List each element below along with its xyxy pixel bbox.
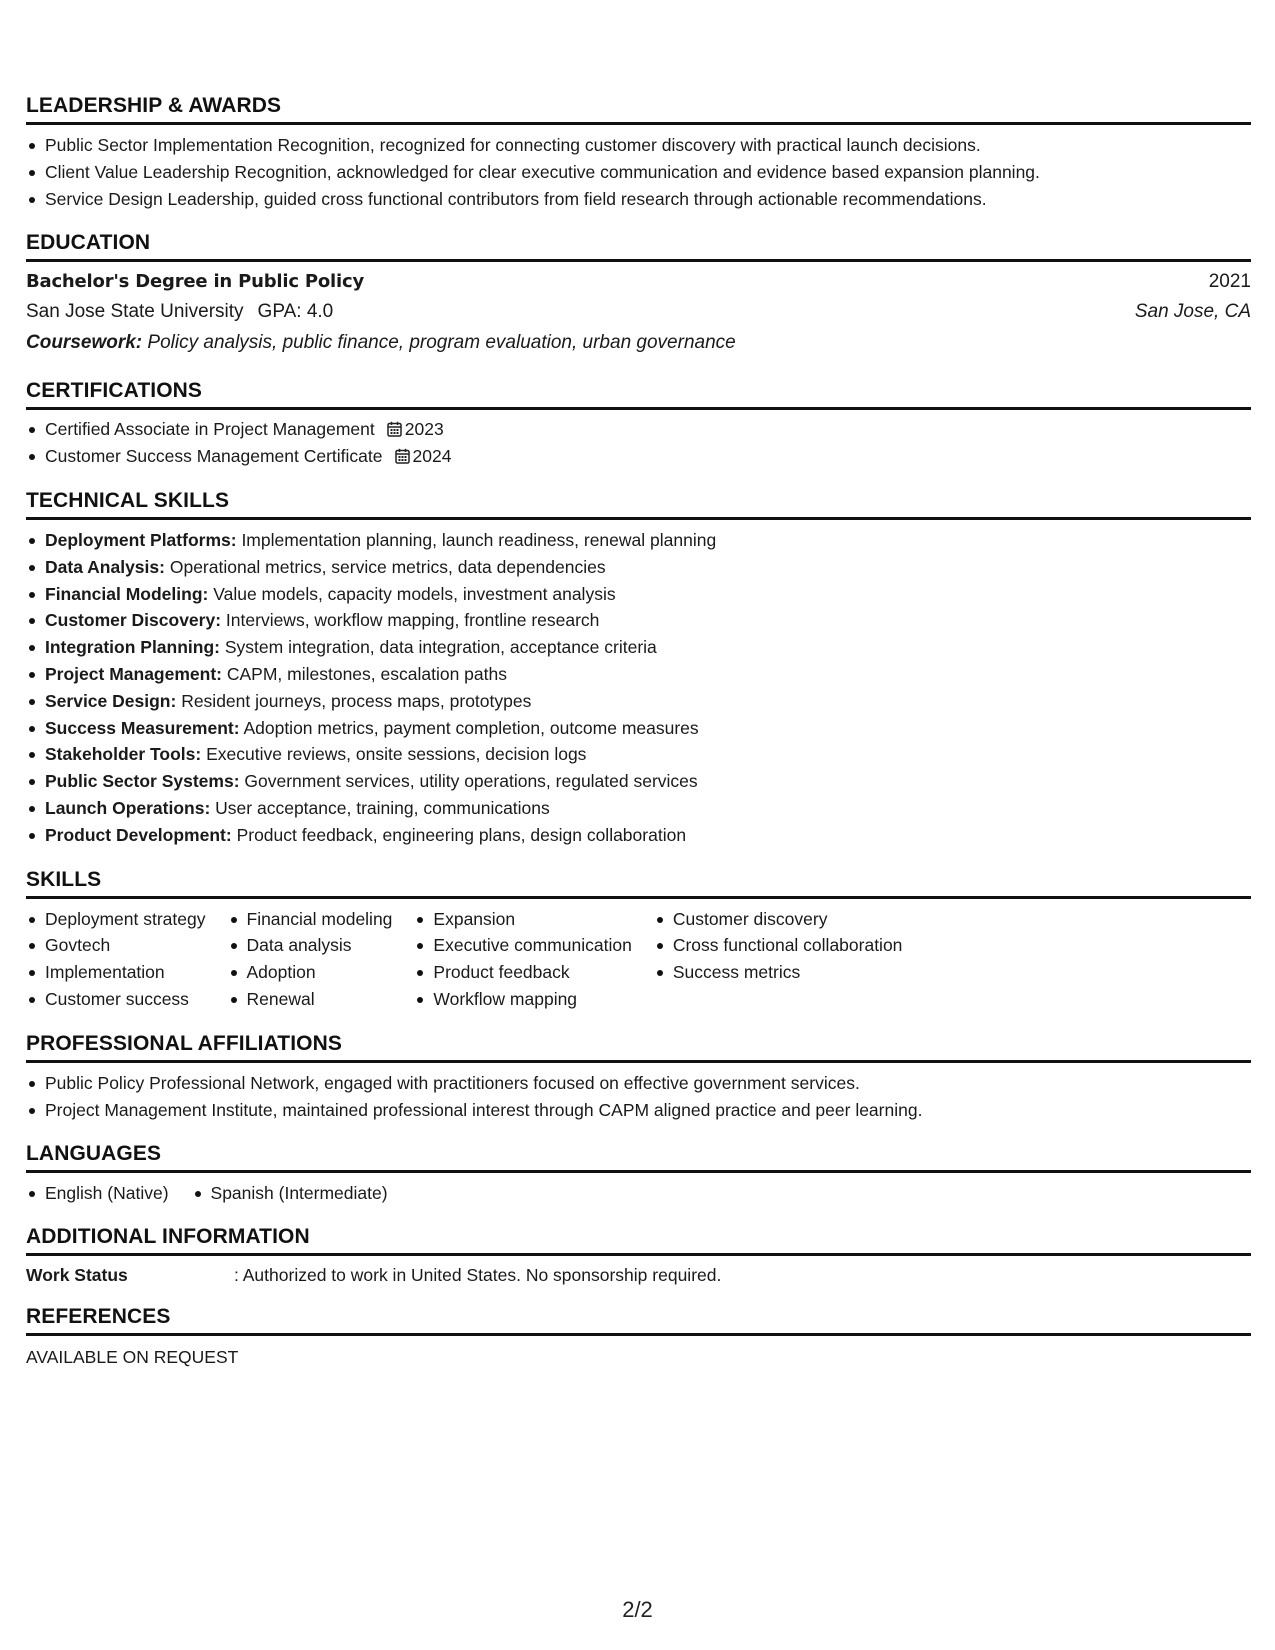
list-item — [26, 607, 1251, 634]
section-title-certifications: CERTIFICATIONS — [26, 379, 1251, 410]
technical-skills-list — [26, 527, 1251, 849]
skill-category: Launch Operations: — [45, 797, 211, 818]
list-item — [26, 527, 1251, 554]
skill-category: Integration Planning: — [45, 637, 220, 658]
skill-category: Service Design: — [45, 690, 177, 711]
list-item: Client Value Leadership Recognition, acknowledged for clear executive communication and evidence based expansion planning. — [26, 159, 1251, 186]
section-title-leadership: LEADERSHIP & AWARDS — [26, 94, 1251, 125]
skill-category: Customer Discovery: — [45, 610, 222, 631]
coursework — [26, 327, 1251, 358]
list-item — [26, 795, 1251, 822]
skill-value: Government services, utility operations, regulated services — [244, 771, 698, 792]
skill-category: Public Sector Systems: — [45, 771, 240, 792]
skill-category: Deployment Platforms: — [45, 529, 237, 550]
education-section — [26, 231, 1251, 358]
skills-column — [654, 906, 903, 1013]
list-item: Implementation — [26, 959, 206, 986]
list-item — [26, 443, 1251, 470]
skill-category: Product Development: — [45, 824, 232, 845]
skills-columns — [26, 906, 1251, 1013]
section-title-languages: LANGUAGES — [26, 1142, 1251, 1173]
education-entry — [26, 267, 1251, 358]
list-item: Customer success — [26, 986, 206, 1013]
skill-value: System integration, data integration, acceptance criteria — [224, 637, 657, 658]
graduation-year: 2021 — [1208, 271, 1251, 293]
list-item: Project Management Institute, maintained professional interest through CAPM aligned practice and peer learning. — [26, 1097, 1251, 1124]
certifications-list — [26, 416, 1251, 470]
affiliations-list — [26, 1070, 1251, 1124]
list-item — [26, 634, 1251, 661]
skill-value: CAPM, milestones, escalation paths — [226, 663, 507, 684]
list-item: Spanish (Intermediate) — [192, 1180, 388, 1207]
skill-value: Value models, capacity models, investment analysis — [213, 583, 616, 604]
list-item — [26, 688, 1251, 715]
coursework-label: Coursework: — [26, 332, 143, 354]
skills-column — [414, 906, 631, 1013]
skill-value: Interviews, workflow mapping, frontline research — [225, 610, 600, 631]
list-item: Service Design Leadership, guided cross functional contributors from field research through actionable recommendations. — [26, 186, 1251, 213]
list-item: Deployment strategy — [26, 906, 206, 933]
technical-skills-section — [26, 489, 1251, 849]
leadership-section — [26, 94, 1251, 212]
list-item: Success metrics — [654, 959, 903, 986]
list-item: Product feedback — [414, 959, 631, 986]
calendar-icon — [387, 418, 402, 434]
skill-value: User acceptance, training, communications — [215, 797, 550, 818]
skill-category: Success Measurement: — [45, 717, 240, 738]
skill-category: Stakeholder Tools: — [45, 744, 202, 765]
skill-value: Operational metrics, service metrics, data dependencies — [169, 556, 606, 577]
list-item: Customer discovery — [654, 906, 903, 933]
list-item: Public Policy Professional Network, engaged with practitioners focused on effective government services. — [26, 1070, 1251, 1097]
section-title-affiliations: PROFESSIONAL AFFILIATIONS — [26, 1032, 1251, 1063]
skill-category: Financial Modeling: — [45, 583, 209, 604]
list-item — [26, 822, 1251, 849]
work-status-row — [26, 1262, 1251, 1288]
list-item: Cross functional collaboration — [654, 932, 903, 959]
gpa: GPA: 4.0 — [257, 301, 334, 323]
skill-value: Implementation planning, launch readiness, renewal planning — [241, 529, 717, 550]
list-item: Adoption — [228, 959, 393, 986]
languages-list — [26, 1180, 1251, 1207]
skills-column — [228, 906, 393, 1013]
certifications-section — [26, 379, 1251, 470]
skill-value: Adoption metrics, payment completion, outcome measures — [243, 717, 699, 738]
list-item: Data analysis — [228, 932, 393, 959]
school-location: San Jose, CA — [1134, 301, 1251, 323]
certification-name: Customer Success Management Certificate — [45, 446, 383, 467]
skill-category: Data Analysis: — [45, 556, 165, 577]
school-name: San Jose State University — [26, 301, 244, 323]
skills-section — [26, 868, 1251, 1013]
work-status-label: Work Status — [26, 1265, 128, 1286]
skill-value: Resident journeys, process maps, prototypes — [181, 690, 532, 711]
calendar-icon — [395, 445, 410, 461]
skill-category: Project Management: — [45, 663, 222, 684]
page-number: 2/2 — [622, 1597, 653, 1622]
list-item: Executive communication — [414, 932, 631, 959]
list-item — [26, 715, 1251, 742]
work-status-value: : Authorized to work in United States. No sponsorship required. — [234, 1265, 722, 1286]
additional-info-section — [26, 1225, 1251, 1288]
list-item: Financial modeling — [228, 906, 393, 933]
section-title-additional-info: ADDITIONAL INFORMATION — [26, 1225, 1251, 1256]
list-item: Expansion — [414, 906, 631, 933]
list-item: Public Sector Implementation Recognition, recognized for connecting customer discovery with practical launch decisions. — [26, 132, 1251, 159]
section-title-skills: SKILLS — [26, 868, 1251, 899]
references-section — [26, 1305, 1251, 1370]
list-item — [26, 554, 1251, 581]
list-item — [26, 741, 1251, 768]
skill-value: Executive reviews, onsite sessions, decision logs — [206, 744, 587, 765]
list-item — [26, 768, 1251, 795]
list-item: Workflow mapping — [414, 986, 631, 1013]
resume-page — [26, 94, 1251, 1370]
certification-year: 2024 — [412, 446, 452, 467]
section-title-education: EDUCATION — [26, 231, 1251, 262]
coursework-text: Policy analysis, public finance, program evaluation, urban governance — [147, 332, 736, 354]
list-item — [26, 416, 1251, 443]
list-item — [26, 581, 1251, 608]
certification-name: Certified Associate in Project Management — [45, 419, 375, 440]
languages-section — [26, 1142, 1251, 1207]
list-item: Renewal — [228, 986, 393, 1013]
skill-value: Product feedback, engineering plans, design collaboration — [236, 824, 687, 845]
references-text: AVAILABLE ON REQUEST — [26, 1347, 239, 1368]
section-title-technical-skills: TECHNICAL SKILLS — [26, 489, 1251, 520]
list-item: English (Native) — [26, 1180, 169, 1207]
list-item — [26, 661, 1251, 688]
affiliations-section — [26, 1032, 1251, 1124]
skills-column — [26, 906, 206, 1013]
list-item: Govtech — [26, 932, 206, 959]
degree: Bachelor's Degree in Public Policy — [26, 271, 364, 293]
section-title-references: REFERENCES — [26, 1305, 1251, 1336]
leadership-list — [26, 132, 1251, 212]
certification-year: 2023 — [404, 419, 444, 440]
